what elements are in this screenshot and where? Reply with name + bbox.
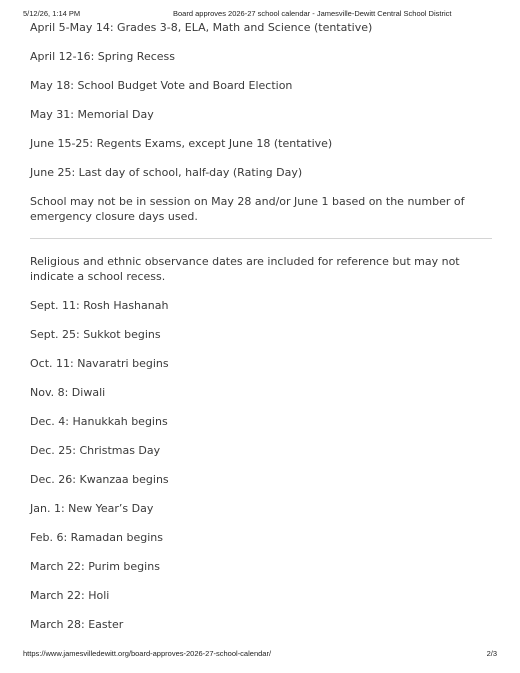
list-item: Nov. 8: Diwali [30, 386, 106, 399]
list-item: Dec. 4: Hanukkah begins [30, 415, 168, 428]
print-page-title: Board approves 2026-27 school calendar - Jamesville-Dewitt Central School District [173, 9, 452, 18]
list-item: April 12-16: Spring Recess [30, 50, 175, 63]
list-item: March 22: Purim begins [30, 560, 160, 573]
section-divider [30, 238, 492, 239]
print-footer [23, 649, 497, 661]
list-item: Sept. 25: Sukkot begins [30, 328, 161, 341]
list-item: Oct. 11: Navaratri begins [30, 357, 169, 370]
print-datetime: 5/12/26, 1:14 PM [23, 9, 81, 18]
observance-intro: Religious and ethnic observance dates are included for reference but may not indicate a school recess. [30, 255, 460, 283]
list-item: Dec. 26: Kwanzaa begins [30, 473, 169, 486]
calendar-dates-list [30, 20, 492, 224]
list-item: June 15-25: Regents Exams, except June 18 (tentative) [30, 137, 333, 150]
list-item: May 31: Memorial Day [30, 108, 154, 121]
list-item: Feb. 6: Ramadan begins [30, 531, 163, 544]
list-item: Jan. 1: New Year’s Day [30, 502, 154, 515]
page-number: 2/3 [486, 649, 497, 658]
list-item: April 5-May 14: Grades 3-8, ELA, Math and Science (tentative) [30, 21, 373, 34]
observance-dates-list [30, 254, 492, 632]
article-content [30, 20, 492, 646]
page-url-link[interactable]: https://www.jamesvilledewitt.org/board-approves-2026-27-school-calendar/ [23, 649, 272, 658]
list-item: March 28: Easter [30, 618, 124, 631]
closure-note: School may not be in session on May 28 and/or June 1 based on the number of emergency closure days used. [30, 195, 465, 223]
list-item: Sept. 11: Rosh Hashanah [30, 299, 169, 312]
list-item: May 18: School Budget Vote and Board Election [30, 79, 293, 92]
list-item: Dec. 25: Christmas Day [30, 444, 161, 457]
list-item: March 22: Holi [30, 589, 110, 602]
list-item: June 25: Last day of school, half-day (Rating Day) [30, 166, 303, 179]
